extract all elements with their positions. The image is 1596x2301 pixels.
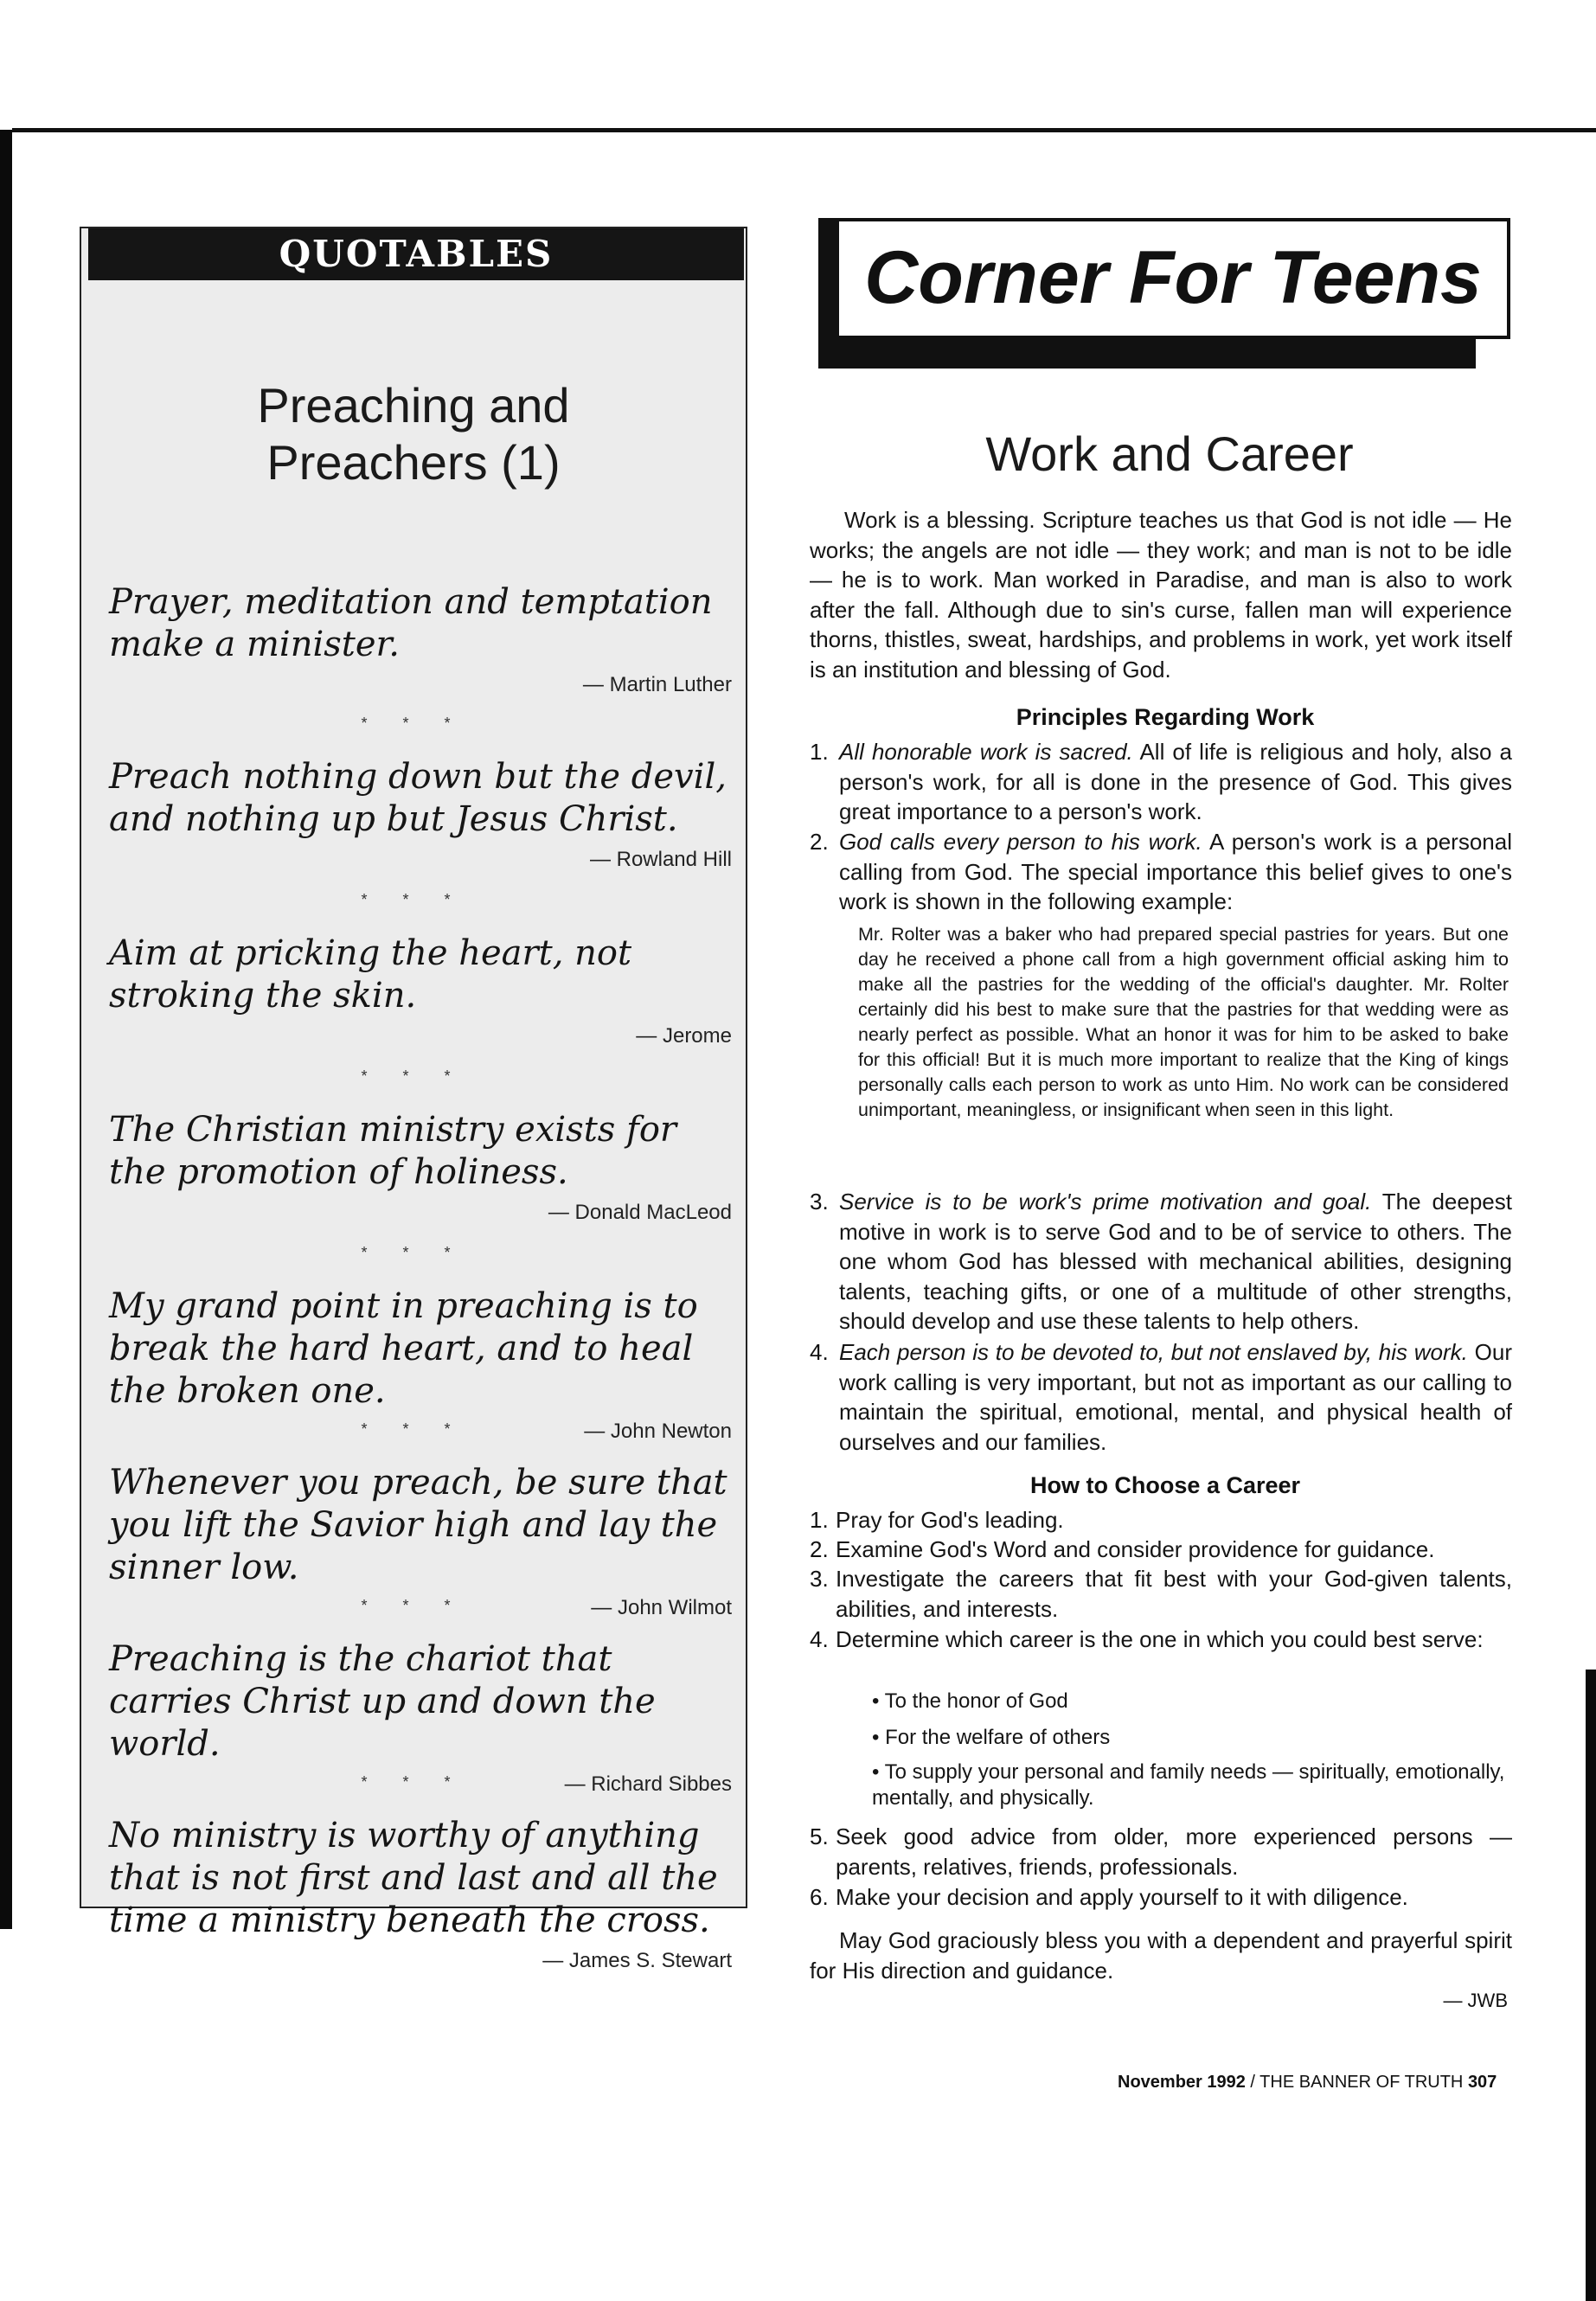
separator-stars: * * * (361, 1597, 466, 1614)
corner-for-teens-banner (836, 218, 1510, 339)
quote-3 (109, 933, 732, 1048)
principle-3 (839, 1187, 1512, 1336)
separator-stars: * * * (361, 1067, 466, 1085)
footer-publication: / THE BANNER OF TRUTH (1245, 2073, 1468, 2092)
quote-text: Prayer, meditation and temptation make a minister. (109, 582, 713, 664)
list-number: 4. (810, 1626, 829, 1652)
quote-text: No ministry is worthy of anything that is not first and last and all the time a ministry beneath the cross. (109, 1816, 718, 1940)
principle-1 (839, 737, 1512, 827)
principle-text: A person's work is a personal calling from God. The special importance this belief gives to one's work is shown in the following example: (839, 829, 1512, 914)
separator-stars: * * * (361, 1420, 466, 1438)
career-step-5: Seek good advice from older, more experienced persons — parents, relatives, friends, professionals. (836, 1823, 1512, 1880)
list-number: 5. (810, 1823, 829, 1849)
principle-4 (839, 1337, 1512, 1457)
list-number: 6. (810, 1884, 829, 1910)
quote-text: Whenever you preach, be sure that you lift the Savior high and lay the sinner low. (109, 1463, 727, 1587)
career-step-2: Examine God's Word and consider providence for guidance. (836, 1536, 1435, 1562)
quotables-header: QUOTABLES (88, 228, 744, 280)
career-step-3: Investigate the careers that fit best with your God-given talents, abilities, and interests. (836, 1566, 1512, 1622)
career-bullet-2: • For the welfare of others (872, 1726, 1111, 1749)
list-number: 2. (810, 1536, 829, 1562)
list-number: 2. (810, 829, 829, 855)
quotables-title-line1: Preaching and (257, 378, 570, 433)
baker-example: Mr. Rolter was a baker who had prepared special pastries for years. But one day he received a phone call from a high government official asking him to make all the pastries for the wedding of the official's daughter. Mr. Rolter certainly did his best to make sure that the pastries for that wedding were as nearly perfect as possible. What an honor it was for him to be asked to bake for this official! But it is much more important to realize that the King of kings personally calls each person to work as unto Him. No work can be considered unimportant, meaningless, or insignificant when seen in this light. (858, 924, 1509, 1120)
page-number: 307 (1467, 2073, 1497, 2092)
page-footer (1118, 2073, 1497, 2093)
footer-date: November 1992 (1118, 2073, 1246, 2092)
quote-author: — John Wilmot (591, 1596, 732, 1619)
principle-lead: Service is to be work's prime motivation and goal. (839, 1189, 1372, 1215)
list-number: 3. (810, 1566, 829, 1592)
quotables-box (80, 227, 747, 1972)
separator-stars: * * * (361, 715, 466, 732)
principle-lead: Each person is to be devoted to, but not enslaved by, his work. (839, 1339, 1468, 1365)
scan-edge-left (0, 130, 12, 1929)
list-number: 1. (810, 1507, 829, 1533)
separator-stars: * * * (361, 1773, 466, 1791)
quote-author: — Martin Luther (582, 673, 732, 696)
quote-author: — Rowland Hill (589, 848, 732, 871)
career-bullet-3: • To supply your personal and family needs — spiritually, emotionally, mentally, and physically. (872, 1760, 1505, 1810)
banner-bottom-shadow (818, 337, 1476, 369)
quotables-title (81, 377, 746, 491)
quote-text: The Christian ministry exists for the promotion of holiness. (109, 1110, 677, 1192)
principles-heading: Principles Regarding Work (1016, 704, 1315, 730)
quote-author: — Donald MacLeod (548, 1201, 732, 1224)
principle-text: The deepest motive in work is to serve God and to be of service to others. The one whom God has blessed with mechanical abilities, designing talents, teaching gifts, or one of a multitude of other strengths, should develop and use these talents to help others. (839, 1189, 1512, 1334)
quote-2 (109, 756, 732, 872)
quote-author: — Jerome (636, 1024, 732, 1048)
closing-paragraph: May God graciously bless you with a dependent and prayerful spirit for His direction and guidance. (810, 1927, 1512, 1984)
author-initials: — JWB (1443, 1990, 1508, 2011)
quote-1 (109, 581, 732, 697)
quote-4 (109, 1109, 732, 1225)
career-step-6: Make your decision and apply yourself to it with diligence. (836, 1884, 1408, 1910)
career-step-4: Determine which career is the one in which you could best serve: (836, 1626, 1484, 1652)
quote-text: My grand point in preaching is to break the hard heart, and to heal the broken one. (109, 1286, 698, 1411)
principle-text: All of life is religious and holy, also a person's work, for all is done in the presence of God. This gives great importance to a person's work. (839, 739, 1513, 824)
list-number: 4. (810, 1339, 829, 1365)
top-rule (12, 128, 1596, 132)
quote-author: — John Newton (584, 1420, 732, 1443)
quote-text: Aim at pricking the heart, not stroking the skin. (109, 933, 632, 1016)
principle-2 (839, 827, 1512, 917)
quote-8 (109, 1815, 732, 1973)
intro-paragraph: Work is a blessing. Scripture teaches us that God is not idle — He works; the angels are not idle — they work; and man is not to be idle — he is to work. Man worked in Paradise, and man is also to work after the fall. Although due to sin's curse, fallen man will experience thorns, thistles, sweat, hardships, and problems in work, yet work itself is an institution and blessing of God. (810, 507, 1512, 683)
scan-edge-right (1586, 1670, 1596, 2301)
principle-lead: All honorable work is sacred. (839, 739, 1133, 765)
separator-stars: * * * (361, 1244, 466, 1261)
quote-author: — James S. Stewart (542, 1949, 732, 1972)
principle-text: Our work calling is very important, but not as important as our calling to maintain the spiritual, emotional, mental, and physical health of ourselves and our families. (839, 1339, 1512, 1455)
quote-text: Preach nothing down but the devil, and nothing up but Jesus Christ. (109, 757, 727, 839)
separator-stars: * * * (361, 891, 466, 908)
principle-lead: God calls every person to his work. (839, 829, 1202, 855)
banner-title: Corner For Teens (864, 236, 1482, 319)
list-number: 1. (810, 739, 829, 765)
career-bullet-1: • To the honor of God (872, 1689, 1068, 1713)
quote-author: — Richard Sibbes (564, 1772, 732, 1796)
career-heading: How to Choose a Career (1029, 1472, 1301, 1498)
career-step-1: Pray for God's leading. (836, 1507, 1064, 1533)
quotables-title-line2: Preachers (1) (266, 435, 561, 490)
list-number: 3. (810, 1189, 829, 1215)
article-title: Work and Career (985, 426, 1354, 481)
quote-text: Preaching is the chariot that carries Christ up and down the world. (109, 1639, 656, 1764)
